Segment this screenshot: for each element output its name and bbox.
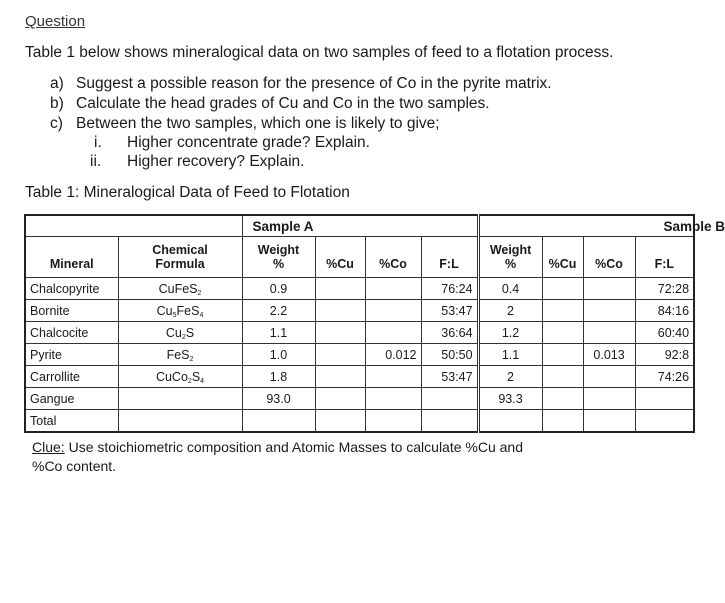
b-co-cell: [583, 388, 635, 410]
formula-cell: [118, 300, 242, 322]
empty-cell: [421, 237, 478, 258]
a-cu-cell: [315, 278, 365, 300]
a-fl-cell: 76:24: [421, 278, 478, 300]
question-text: Calculate the head grades of Cu and Co in the two samples.: [76, 95, 490, 112]
question-label: a): [50, 75, 64, 92]
formula-subscript: 2: [187, 377, 192, 385]
clue-note: [32, 438, 532, 476]
cu-header: %Cu: [542, 257, 583, 278]
mineral-cell: Carrollite: [25, 366, 118, 388]
a-co-cell: 0.012: [365, 344, 421, 366]
mineral-cell: Pyrite: [25, 344, 118, 366]
b-fl-cell: 60:40: [635, 322, 694, 344]
a-co-cell: [365, 278, 421, 300]
a-weight-cell: 1.1: [242, 322, 315, 344]
formula-cell: [118, 388, 242, 410]
b-cu-cell: [542, 344, 583, 366]
formula-cell: [118, 322, 242, 344]
a-fl-cell: [421, 410, 478, 433]
column-header-row-bottom: [25, 257, 694, 278]
empty-cell: [583, 237, 635, 258]
fl-header: F:L: [421, 257, 478, 278]
subquestion-text: Higher recovery? Explain.: [127, 153, 305, 170]
b-fl-cell: [635, 410, 694, 433]
b-weight-cell: 1.1: [478, 344, 542, 366]
subquestion-text: Higher concentrate grade? Explain.: [127, 134, 370, 151]
empty-cell: [365, 237, 421, 258]
a-co-cell: [365, 410, 421, 433]
formula-cell: [118, 344, 242, 366]
mineral-header: Mineral: [25, 257, 118, 278]
a-fl-cell: 53:47: [421, 366, 478, 388]
a-cu-cell: [315, 344, 365, 366]
formula-cell: [118, 366, 242, 388]
b-co-cell: [583, 300, 635, 322]
a-co-cell: [365, 366, 421, 388]
empty-cell: [315, 237, 365, 258]
b-fl-cell: 84:16: [635, 300, 694, 322]
question-label: b): [50, 95, 64, 112]
formula-cell: [118, 410, 242, 433]
b-weight-cell: 0.4: [478, 278, 542, 300]
formula-part: S: [191, 369, 201, 384]
clue-label: Clue:: [32, 439, 65, 455]
a-fl-cell: 53:47: [421, 300, 478, 322]
question-text: Suggest a possible reason for the presence of Co in the pyrite matrix.: [76, 75, 552, 92]
column-header-row-top: [25, 237, 694, 258]
weight-percent-header: %: [478, 257, 542, 278]
a-fl-cell: 36:64: [421, 322, 478, 344]
cu-header: %Cu: [315, 257, 365, 278]
a-co-cell: [365, 322, 421, 344]
b-fl-cell: 74:26: [635, 366, 694, 388]
a-weight-cell: 0.9: [242, 278, 315, 300]
a-weight-cell: 1.0: [242, 344, 315, 366]
a-weight-cell: [242, 410, 315, 433]
empty-cell: [635, 237, 694, 258]
mineral-cell: Bornite: [25, 300, 118, 322]
table-row: [25, 344, 694, 366]
formula-part: FeS: [166, 347, 190, 362]
table-row: [25, 388, 694, 410]
question-label: c): [50, 115, 63, 132]
formula-subscript: 4: [199, 311, 204, 319]
b-cu-cell: [542, 410, 583, 433]
formula-cell: [118, 278, 242, 300]
weight-header: Weight: [478, 237, 542, 258]
b-co-cell: [583, 410, 635, 433]
question-heading: Question: [25, 13, 86, 30]
formula-part: CuCo: [155, 369, 188, 384]
sample-b-header: Sample B: [478, 215, 694, 237]
b-co-cell: 0.013: [583, 344, 635, 366]
mineral-cell: Total: [25, 410, 118, 433]
mineral-cell: Chalcopyrite: [25, 278, 118, 300]
weight-percent-header: %: [242, 257, 315, 278]
formula-header: Formula: [118, 257, 242, 278]
sample-a-header: Sample A: [242, 215, 478, 237]
a-cu-cell: [315, 410, 365, 433]
a-cu-cell: [315, 322, 365, 344]
b-fl-cell: [635, 388, 694, 410]
formula-part: FeS: [176, 303, 200, 318]
a-cu-cell: [315, 300, 365, 322]
formula-subscript: 2: [189, 355, 194, 363]
table-row: [25, 410, 694, 433]
weight-header: Weight: [242, 237, 315, 258]
formula-part: CuFeS: [158, 281, 198, 296]
a-cu-cell: [315, 388, 365, 410]
formula-subscript: 5: [172, 311, 177, 319]
formula-part: Cu: [156, 303, 173, 318]
formula-subscript: 4: [200, 377, 205, 385]
empty-cell: [25, 237, 118, 258]
formula-part: S: [185, 325, 195, 340]
b-weight-cell: 2: [478, 366, 542, 388]
mineral-cell: Chalcocite: [25, 322, 118, 344]
a-weight-cell: 93.0: [242, 388, 315, 410]
intro-text: Table 1 below shows mineralogical data on two samples of feed to a flotation process.: [25, 44, 614, 61]
b-weight-cell: [478, 410, 542, 433]
b-cu-cell: [542, 300, 583, 322]
chemical-header: Chemical: [118, 237, 242, 258]
formula-subscript: 2: [197, 289, 202, 297]
a-co-cell: [365, 300, 421, 322]
fl-header: F:L: [635, 257, 694, 278]
a-co-cell: [365, 388, 421, 410]
table-row: [25, 366, 694, 388]
b-cu-cell: [542, 278, 583, 300]
a-weight-cell: 2.2: [242, 300, 315, 322]
clue-text: Use stoichiometric composition and Atomic Masses to calculate %Cu and %Co content.: [32, 439, 524, 474]
b-co-cell: [583, 322, 635, 344]
table-row: [25, 300, 694, 322]
table-row: [25, 278, 694, 300]
co-header: %Co: [583, 257, 635, 278]
b-weight-cell: 93.3: [478, 388, 542, 410]
mineral-cell: Gangue: [25, 388, 118, 410]
empty-cell: [542, 237, 583, 258]
b-cu-cell: [542, 366, 583, 388]
question-text: Between the two samples, which one is likely to give;: [76, 115, 440, 132]
table-row: [25, 322, 694, 344]
co-header: %Co: [365, 257, 421, 278]
b-co-cell: [583, 366, 635, 388]
formula-part: Cu: [165, 325, 182, 340]
b-fl-cell: 92:8: [635, 344, 694, 366]
b-weight-cell: 2: [478, 300, 542, 322]
b-cu-cell: [542, 388, 583, 410]
b-co-cell: [583, 278, 635, 300]
table-body: [25, 278, 694, 433]
a-weight-cell: 1.8: [242, 366, 315, 388]
group-header-row: [25, 215, 694, 237]
b-cu-cell: [542, 322, 583, 344]
a-fl-cell: 50:50: [421, 344, 478, 366]
a-cu-cell: [315, 366, 365, 388]
mineralogical-data-table: [24, 214, 725, 433]
b-weight-cell: 1.2: [478, 322, 542, 344]
table-caption: Table 1: Mineralogical Data of Feed to Flotation: [25, 184, 350, 201]
a-fl-cell: [421, 388, 478, 410]
b-fl-cell: 72:28: [635, 278, 694, 300]
subquestion-label: i.: [94, 134, 102, 151]
empty-cell: [25, 215, 242, 237]
formula-subscript: 2: [181, 333, 186, 341]
subquestion-label: ii.: [90, 153, 102, 170]
